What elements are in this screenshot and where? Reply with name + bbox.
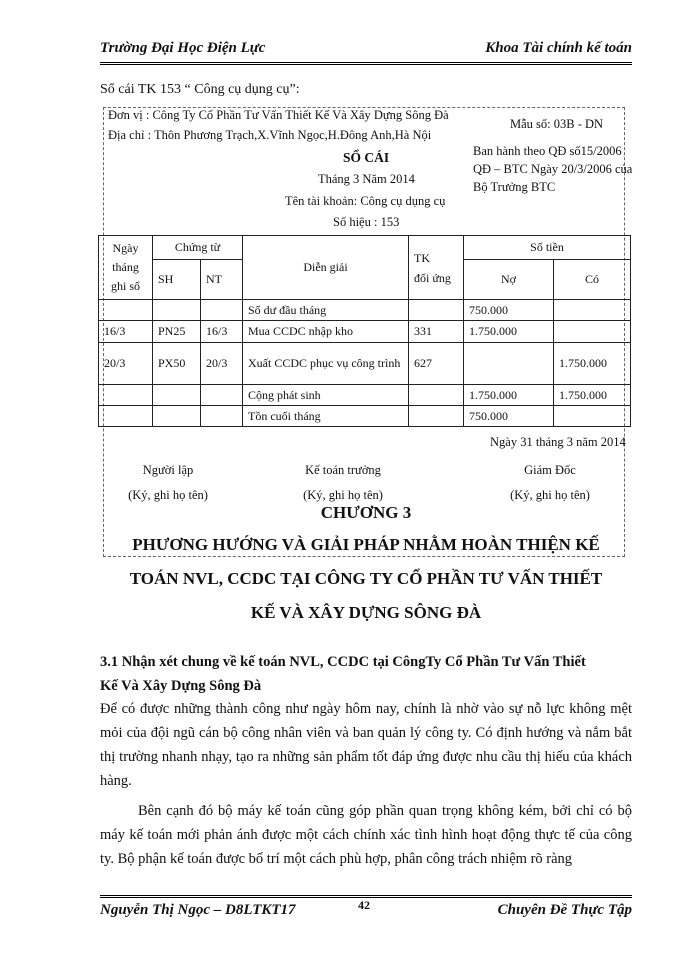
cell-description: Số dư đầu tháng <box>243 300 409 321</box>
footer-left: Nguyễn Thị Ngọc – D8LTKT17 <box>100 902 296 918</box>
chapter-title-line: TOÁN NVL, CCDC TẠI CÔNG TY CỔ PHẦN TƯ VẤN THIẾT <box>129 569 603 588</box>
cell-date: 20/3 <box>99 343 153 385</box>
cell-nt <box>201 406 243 427</box>
cell-nt <box>201 300 243 321</box>
ledger-table <box>98 235 631 427</box>
col-header-nt: NT <box>201 260 243 300</box>
signer-note: (Ký, ghi họ tên) <box>128 488 208 502</box>
paragraph: Bên cạnh đó bộ máy kế toán cũng góp phần quan trọng không kém, bởi chỉ có bộ máy kế toán mới phản ánh được một cách chính xác tình hình hoạt động thực tế của công ty. Bộ phận kế toán được bố trí một cách phù hợp, phân công trách nhiệm rõ ràng <box>100 803 632 867</box>
ledger-month: Tháng 3 Năm 2014 <box>318 172 415 186</box>
cell-sh: PN25 <box>153 321 201 343</box>
form-unit: Đơn vị : Công Ty Cổ Phần Tư Vấn Thiết Kế Và Xây Dựng Sông Đà <box>108 108 449 122</box>
col-header-amount: Số tiền <box>464 236 631 260</box>
cell-nt: 16/3 <box>201 321 243 343</box>
col-header-account-line: đối ứng <box>414 270 451 285</box>
col-header-date-line: tháng <box>112 260 139 274</box>
table-row <box>99 343 631 385</box>
cell-description: Tồn cuối tháng <box>243 406 409 427</box>
col-header-date-line: Ngày <box>112 241 139 255</box>
header-rule <box>100 62 632 65</box>
cell-date <box>99 406 153 427</box>
signer-note: (Ký, ghi họ tên) <box>303 488 383 502</box>
table-row <box>99 300 631 321</box>
ledger-date-line: Ngày 31 tháng 3 năm 2014 <box>490 435 626 449</box>
form-issued <box>473 142 632 196</box>
cell-sh <box>153 385 201 406</box>
account-number: Số hiệu : 153 <box>333 215 400 229</box>
signer-role: Người lập <box>142 463 194 477</box>
col-header-date <box>99 236 153 300</box>
cell-description: Xuất CCDC phục vụ công trình <box>243 343 409 385</box>
cell-description: Cộng phát sinh <box>243 385 409 406</box>
table-row <box>99 406 631 427</box>
cell-debit: 750.000 <box>464 300 554 321</box>
signer-preparer <box>118 458 218 508</box>
col-header-description: Diễn giải <box>243 236 409 300</box>
form-issued-line: Bộ Trưởng BTC <box>473 180 556 194</box>
col-header-debit: Nợ <box>464 260 554 300</box>
header-right: Khoa Tài chính kế toán <box>485 40 632 56</box>
cell-account: 627 <box>409 343 464 385</box>
cell-debit: 1.750.000 <box>464 385 554 406</box>
cell-sh <box>153 300 201 321</box>
col-header-account-line: TK <box>414 250 430 265</box>
section-heading-line: Kế Và Xây Dựng Sông Đà <box>100 678 262 694</box>
col-header-voucher: Chứng từ <box>153 236 243 260</box>
account-name: Tên tài khoản: Công cụ dụng cụ <box>285 194 446 208</box>
form-address: Địa chỉ : Thôn Phương Trạch,X.Vĩnh Ngọc,H.Đông Anh,Hà Nội <box>108 128 432 142</box>
cell-credit <box>554 300 631 321</box>
form-issued-line: Ban hành theo QĐ số15/2006 <box>473 144 622 158</box>
table-row <box>99 385 631 406</box>
signer-director <box>495 458 605 508</box>
section-heading-line: 3.1 Nhận xét chung về kế toán NVL, CCDC tại CôngTy Cổ Phần Tư Vấn Thiết <box>100 654 586 670</box>
ledger-title: SỔ CÁI <box>343 150 390 165</box>
chapter-title-line: KẾ VÀ XÂY DỰNG SÔNG ĐÀ <box>250 603 482 622</box>
signer-role: Giám Đốc <box>524 463 576 477</box>
section-heading <box>100 650 635 698</box>
signer-role: Kế toán trưởng <box>305 463 381 477</box>
cell-credit: 1.750.000 <box>554 385 631 406</box>
col-header-date-line: ghi sổ <box>110 279 140 293</box>
signer-note: (Ký, ghi họ tên) <box>510 488 590 502</box>
header-left: Trường Đại Học Điện Lực <box>100 40 266 56</box>
table-row <box>99 321 631 343</box>
chapter-title <box>94 528 638 630</box>
cell-date <box>99 300 153 321</box>
cell-date: 16/3 <box>99 321 153 343</box>
form-number: Mẫu số: 03B - DN <box>510 117 604 131</box>
signer-chief-accountant <box>283 458 403 508</box>
footer-right: Chuyên Đề Thực Tập <box>497 902 632 918</box>
cell-nt <box>201 385 243 406</box>
paragraph: Để có được những thành công như ngày hôm nay, chính là nhờ vào sự nỗ lực không mệt mỏi của đội ngũ cán bộ công nhân viên và ban quản lý công ty. Có định hướng và nắm bắt thị trường nhanh nhạy, tạo ra những sản phẩm tốt đáp ứng được nhu cầu thị hiếu của khách hàng. <box>100 701 632 789</box>
cell-debit: 750.000 <box>464 406 554 427</box>
col-header-credit: Có <box>554 260 631 300</box>
cell-account <box>409 385 464 406</box>
col-header-sh: SH <box>153 260 201 300</box>
cell-sh <box>153 406 201 427</box>
cell-nt: 20/3 <box>201 343 243 385</box>
chapter-label: CHƯƠNG 3 <box>320 503 412 522</box>
cell-debit: 1.750.000 <box>464 321 554 343</box>
col-header-account <box>409 236 464 300</box>
cell-account: 331 <box>409 321 464 343</box>
intro-line: Sổ cái TK 153 “ Công cụ dụng cụ”: <box>100 82 300 97</box>
cell-credit <box>554 321 631 343</box>
form-issued-line: QĐ – BTC Ngày 20/3/2006 của <box>473 162 633 176</box>
page-number: 42 <box>358 898 370 912</box>
chapter-title-line: PHƯƠNG HƯỚNG VÀ GIẢI PHÁP NHẰM HOÀN THIỆN KẾ <box>132 535 600 554</box>
cell-date <box>99 385 153 406</box>
cell-debit <box>464 343 554 385</box>
cell-account <box>409 406 464 427</box>
cell-credit <box>554 406 631 427</box>
cell-sh: PX50 <box>153 343 201 385</box>
cell-description: Mua CCDC nhập kho <box>243 321 409 343</box>
cell-credit: 1.750.000 <box>554 343 631 385</box>
cell-account <box>409 300 464 321</box>
